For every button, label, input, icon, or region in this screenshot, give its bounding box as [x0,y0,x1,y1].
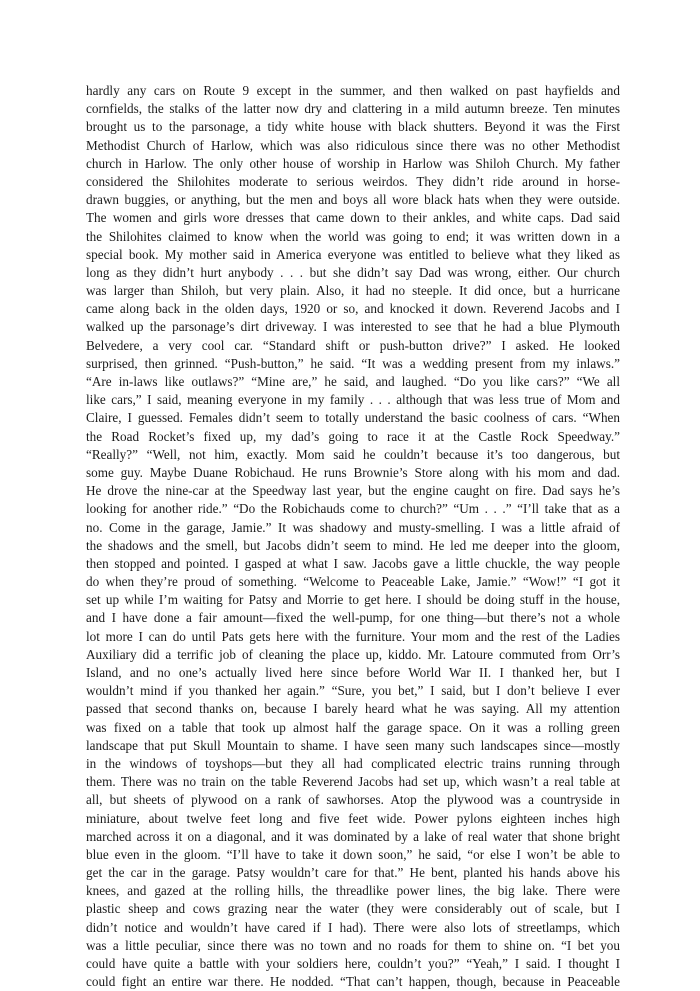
text-line: was fixed on a table that took up almost half the garage space. On it was a rolling green [86,719,620,735]
text-line: landscape that put Skull Mountain to shame. I have seen many such landscapes since—mostly [86,737,620,753]
text-line: set up while I’m waiting for Patsy and Morrie to get here. I should be doing stuff in the house, [86,592,620,608]
text-line: marched across it on a diagonal, and it was dominated by a lake of real water that shone bright [86,828,620,844]
text-line: looking for another ride.” “Do the Robichauds come to church?” “Um . . .” “I’ll take that as a [86,501,620,517]
text-line: special book. My mother said in America everyone was entitled to believe what they liked as [86,246,620,262]
text-line: plastic sheep and cows grazing near the water (they were considerably out of scale, but I [86,901,620,917]
text-line: all, but sheets of plywood on a rank of sawhorses. Atop the plywood was a countryside in [86,792,620,808]
text-line: walked up the parsonage’s dirt driveway. I was interested to see that he had a blue Plymouth [86,319,620,335]
text-line: them. There was no train on the table Reverend Jacobs had set up, which wasn’t a real table at [86,774,620,790]
text-line: then stopped and pointed. I gasped at what I saw. Jacobs gave a little chuckle, the way people [86,555,620,571]
text-line: blue even in the gloom. “I’ll have to take it down soon,” he said, “or else I won’t be able to [86,846,620,862]
text-line: the Shilohites claimed to know when the world was going to end; it was written down in a [86,228,620,244]
text-line: came along back in the olden days, 1920 or so, and knocked it down. Reverend Jacobs and I [86,301,620,317]
text-line: surprised, then grinned. “Push-button,” he said. “It was a wedding present from my inlaws.” [86,355,620,371]
text-line: church in Harlow. The only other house of worship in Harlow was Shiloh Church. My father [86,155,620,171]
text-line: cornfields, the stalks of the latter now dry and clattering in a mild autumn breeze. Ten minutes [86,101,620,117]
text-line: drawn buggies, or anything, but the men and boys all wore black hats when they were outside. [86,192,620,208]
text-line: “Are in-laws like outlaws?” “Mine are,” he said, and laughed. “Do you like cars?” “We all [86,374,620,389]
text-line: Auxiliary did a terrific job of cleaning the place up, kiddo. Mr. Latoure commuted from Orr’s [86,646,620,662]
text-line: the shadows and the smell, but Jacobs didn’t seem to mind. He led me deeper into the gloom, [86,537,620,553]
text-line: He drove the nine-car at the Speedway last year, but the engine caught on fire. Dad says he’s [86,483,620,499]
text-line: didn’t notice and wouldn’t have cared if I had). There were also lots of streetlamps, which [86,919,620,935]
text-line: get the car in the garage. Patsy wouldn’t care for that.” He bent, planted his hands above his [86,865,620,881]
text-line: “Really?” “Well, not him, exactly. Mom said he couldn’t because it’s too dangerous, but [86,446,620,462]
text-line: the Road Rocket’s fixed up, my dad’s going to race it at the Castle Rock Speedway.” [86,428,620,444]
text-line: and I have done a fair amount—fixed the well-pump, for one thing—but there’s not a whole [86,610,620,626]
text-line: The women and girls wore dresses that came down to their ankles, and white caps. Dad said [86,210,620,226]
text-line: in the windows of toyshops—but they all had complicated electric trains running through [86,755,620,771]
text-line: could fight an entire war there. He nodded. “That can’t happen, though, because in Peaceable [86,974,620,990]
text-line: brought us to the parsonage, a tidy white house with black shutters. Beyond it was the First [86,119,620,135]
text-line: lot more I can do until Pats gets here with the furniture. Your mom and the rest of the Ladies [86,628,620,644]
text-line: considered the Shilohites moderate to serious weirdos. They didn’t ride around in horse- [86,173,620,189]
text-line: Island, and no one’s actually lived here since before World War II. I thanked her, but I [86,665,620,680]
text-line: could have quite a battle with your soldiers here, couldn’t you?” “Yeah,” I said. I thought I [86,956,620,971]
text-line: hardly any cars on Route 9 except in the summer, and then walked on past hayfields and [86,83,620,98]
text-line: like cars,” I said, meaning everyone in my family . . . although that was less true of Mom and [86,392,620,408]
text-line: Methodist Church of Harlow, which was also ridiculous since there was no other Methodist [86,137,620,153]
text-line: some guy. Maybe Duane Robichaud. He runs Brownie’s Store along with his mom and dad. [86,464,620,480]
text-line: Belvedere, a very cool car. “Standard shift or push-button drive?” I asked. He looked [86,337,620,353]
text-line: was larger than Shiloh, but very plain. Also, it had no steeple. It did once, but a hurricane [86,283,620,299]
text-line: do when they’re proud of something. “Welcome to Peaceable Lake, Jamie.” “Wow!” “I got it [86,574,620,590]
text-line: long as they didn’t hurt anybody . . . but she didn’t say Dad was wrong, either. Our church [86,264,620,280]
text-line: miniature, about twelve feet long and five feet wide. Power pylons eighteen inches high [86,810,620,826]
text-line: wouldn’t mind if you thanked her again.” “Sure, you bet,” I said, but I don’t believe I ever [86,683,620,699]
text-line: was a little peculiar, since there was no town and no roads for them to shine on. “I bet you [86,937,620,953]
text-line: knees, and gazed at the rolling hills, the threadlike power lines, the big lake. There were [86,883,620,899]
text-line: no. Come in the garage, Jamie.” It was shadowy and musty-smelling. I was a little afraid of [86,519,620,535]
body-text [86,82,620,991]
text-line: Claire, I guessed. Females didn’t seem to totally understand the basic coolness of cars. “When [86,410,620,426]
text-line: passed that second thanks on, because I barely heard what he was saying. All my attention [86,701,620,717]
